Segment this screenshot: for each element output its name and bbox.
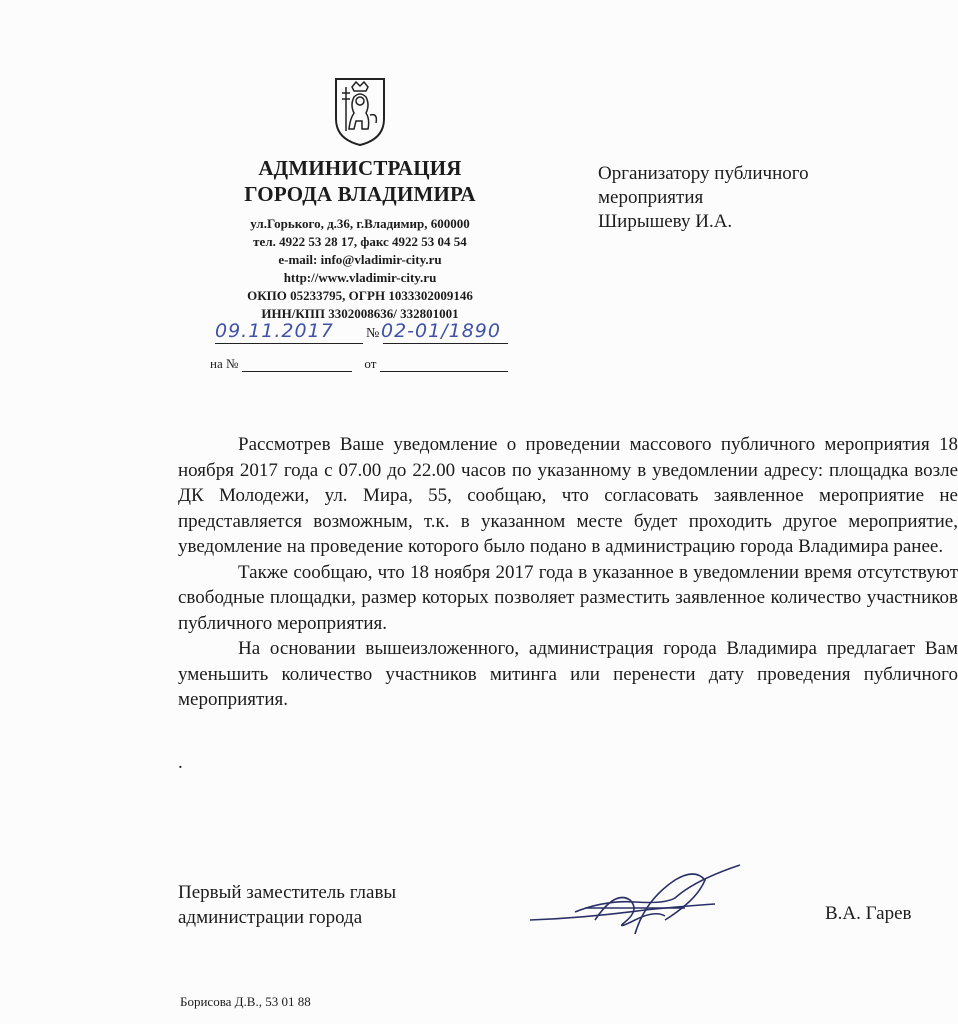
trailing-mark: . [178, 752, 183, 773]
ref-number-label: на № [210, 356, 239, 371]
ref-number-blank [242, 357, 352, 372]
addressee-line1: Организатору публичного [598, 163, 809, 184]
addressee-block [598, 162, 878, 234]
org-address: ул.Горького, д.36, г.Владимир, 600000 [250, 216, 470, 231]
registration-date: 09.11.2017 [215, 320, 334, 342]
city-of-vladimir-coat-of-arms-icon [332, 75, 388, 147]
org-title-line1: АДМИНИСТРАЦИЯ [258, 156, 462, 180]
registration-number-label: № [366, 326, 380, 341]
signer-name: В.А. Гарев [825, 903, 912, 924]
reference-row [210, 356, 508, 372]
addressee-name: Ширышеву И.А. [598, 211, 733, 232]
date-underline [215, 343, 363, 344]
signer-position [178, 880, 498, 930]
org-codes: ОКПО 05233795, ОГРН 1033302009146 [247, 288, 473, 303]
org-title-line2: ГОРОДА ВЛАДИМИРА [244, 182, 476, 206]
handwritten-signature [525, 860, 745, 940]
ref-from-label: от [364, 356, 377, 371]
letter-body [178, 432, 958, 713]
org-website: http://www.vladimir-city.ru [283, 270, 437, 285]
executor-contact: Борисова Д.В., 53 01 88 [180, 994, 311, 1009]
addressee-line2: мероприятия [598, 187, 704, 208]
org-tax-ids: ИНН/КПП 3302008636/ 332801001 [261, 306, 459, 321]
ref-date-blank [380, 357, 508, 372]
number-underline [383, 343, 508, 344]
body-paragraph-2: Также сообщаю, что 18 ноября 2017 года в указанное в уведомлении время отсутствуют свободные площадки, размер которых позволяет разместить заявленное количество участников публичного мероприятия. [178, 561, 958, 634]
body-paragraph-3: На основании вышеизложенного, администрация города Владимира предлагает Вам уменьшить количество участников митинга или перенести дату проведения публичного мероприятия. [178, 638, 958, 710]
signer-position-line2: администрации города [178, 907, 363, 928]
signer-position-line1: Первый заместитель главы [178, 882, 397, 903]
letterhead [205, 75, 515, 323]
org-email: e-mail: info@vladimir-city.ru [278, 252, 442, 267]
registration-number: 02-01/1890 [381, 320, 501, 342]
org-phones: тел. 4922 53 28 17, факс 4922 53 04 54 [253, 234, 467, 249]
body-paragraph-1: Рассмотрев Ваше уведомление о проведении массового публичного мероприятия 18 ноября 2017 года с 07.00 до 22.00 часов по указанному в уведомлении адресу: площадка возле ДК Молодежи, ул. Мира, 55, сообщаю, что согласовать заявленное мероприятие не представляется возможным, т.к. в указанном месте будет проходить другое мероприятие, уведомление на проведение которого было подано в администрацию города Владимира ранее. [178, 434, 958, 557]
